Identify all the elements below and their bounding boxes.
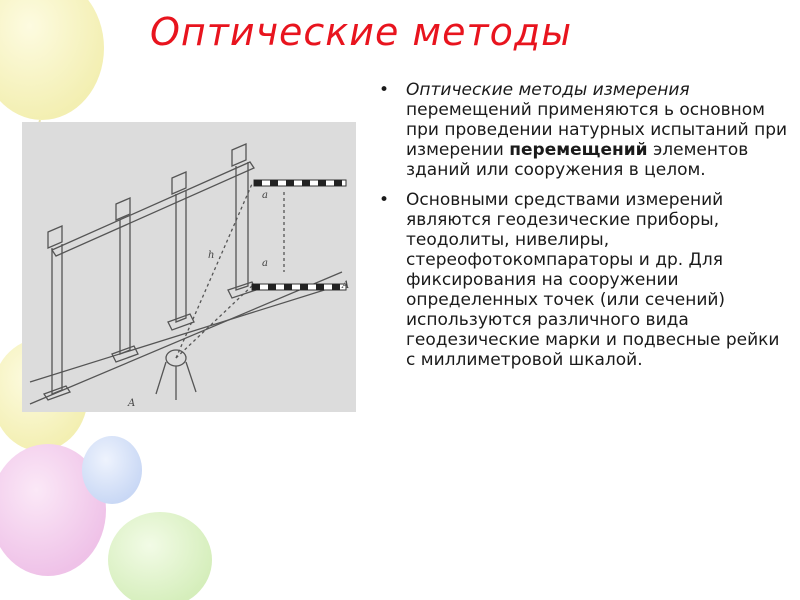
balloon-blue-bottom-left [82,436,142,504]
bullet-1-italic-text: Оптические методы измерения [406,80,690,100]
balloon-green-bottom-left [108,512,212,600]
measuring-rod-top [254,180,346,186]
label-a-top: a [262,190,268,201]
balloon-pink-bottom-left [0,444,106,576]
measurement-diagram [22,122,356,412]
slide-title: Оптические методы [150,10,573,54]
column-2 [112,198,138,362]
wall-base-line [30,287,334,382]
sight-line-top [176,184,252,358]
bullet-item-2 [376,190,788,370]
bullet-2-text: Основными средствами измерений являются геодезические приборы, теодолиты, нивелиры, стереофотокомпараторы и др. Для фиксирования на сооружении определенных точек (или сечений) используются различного вида геодезические марки и подвесные рейки с миллиметровой шкалой. [406,190,780,370]
column-4 [228,144,256,298]
bullet-dot: • [379,80,390,100]
bullet-1-bold-text: перемещений [509,140,648,160]
bullet-1-text-b: элементов зданий или сооружения в целом. [406,140,749,180]
optical-measurement-sketch [22,122,356,412]
label-h: h [208,250,215,261]
beam [52,162,254,256]
label-a-right: A [342,280,350,291]
label-a-left: A [128,398,136,409]
bullet-item-1 [376,80,788,180]
bullet-dot: • [379,190,390,210]
sight-line-bottom [176,284,254,358]
label-a-bottom: a [262,258,268,269]
slide-body [376,80,788,380]
measuring-rod-bottom [252,284,346,290]
bullet-1-text-a: перемещений применяются ь основном при проведении натурных испытаний при измерении [406,100,788,160]
